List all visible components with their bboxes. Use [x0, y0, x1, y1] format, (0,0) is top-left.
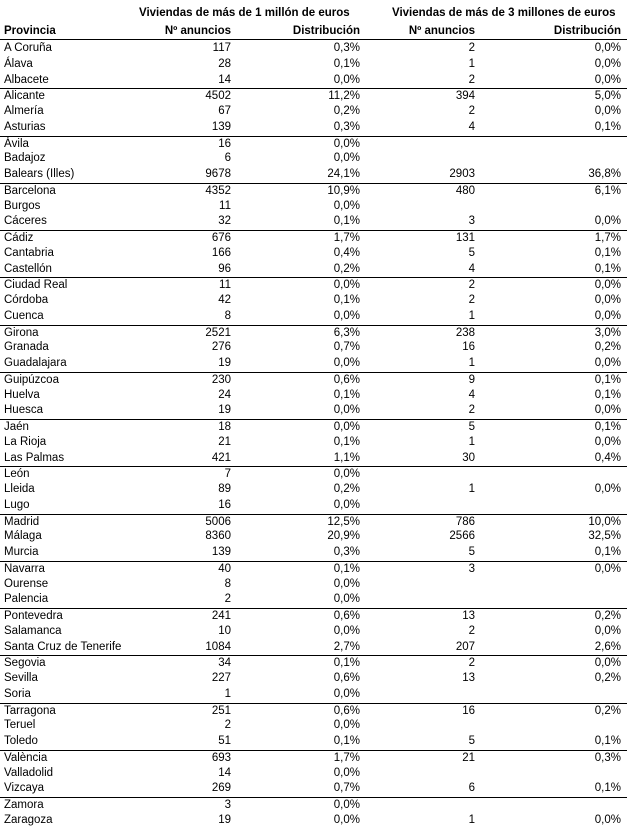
cell-anuncios-3m: 131 — [455, 232, 475, 244]
cell-anuncios-3m: 480 — [455, 184, 475, 197]
table-row — [0, 120, 627, 136]
cell-provincia: Vizcaya — [4, 782, 45, 795]
header-anuncios-1m: Nº anuncios — [164, 25, 231, 37]
cell-provincia: Lugo — [4, 498, 30, 511]
cell-anuncios-3m: 207 — [455, 640, 475, 653]
table-row — [0, 624, 627, 640]
cell-distribucion-3m: 0,0% — [594, 279, 621, 292]
cell-provincia: Alicante — [4, 90, 45, 103]
cell-anuncios-1m: 2 — [224, 719, 231, 732]
cell-provincia: Salamanca — [4, 624, 62, 637]
cell-anuncios-3m: 5 — [468, 735, 475, 747]
cell-anuncios-1m: 19 — [218, 357, 231, 369]
cell-distribucion-1m: 2,7% — [333, 640, 360, 653]
cell-anuncios-3m: 13 — [462, 672, 475, 684]
cell-provincia: Cuenca — [4, 309, 44, 322]
cell-distribucion-1m: 0,2% — [333, 105, 360, 117]
cell-anuncios-1m: 6 — [224, 152, 231, 165]
cell-anuncios-1m: 1084 — [205, 640, 231, 653]
table-row — [0, 766, 627, 782]
cell-anuncios-3m: 394 — [455, 90, 475, 103]
group-header-3m: Viviendas de más de 3 millones de euros — [392, 7, 616, 19]
cell-anuncios-1m: 19 — [218, 404, 231, 417]
cell-distribucion-1m: 0,1% — [333, 562, 360, 575]
cell-distribucion-3m: 0,1% — [594, 373, 621, 386]
cell-anuncios-3m: 6 — [468, 782, 475, 795]
cell-provincia: Girona — [4, 326, 39, 339]
cell-provincia: Cádiz — [4, 232, 34, 244]
cell-provincia: Jaén — [4, 421, 29, 433]
table-row — [0, 498, 627, 514]
table-row — [0, 136, 627, 152]
cell-provincia: Zaragoza — [4, 813, 53, 826]
table-row — [0, 577, 627, 593]
cell-anuncios-3m: 21 — [462, 751, 475, 764]
table-row — [0, 592, 627, 608]
cell-anuncios-3m: 1 — [468, 435, 475, 448]
cell-anuncios-1m: 2521 — [205, 326, 231, 339]
cell-distribucion-1m: 0,0% — [333, 421, 360, 433]
cell-anuncios-1m: 9678 — [205, 168, 231, 180]
cell-anuncios-1m: 40 — [218, 562, 231, 575]
table-row — [0, 262, 627, 278]
table-row — [0, 797, 627, 813]
cell-distribucion-1m: 0,0% — [333, 199, 360, 212]
cell-distribucion-1m: 20,9% — [327, 530, 360, 543]
table-body — [0, 41, 627, 829]
cell-anuncios-1m: 8 — [224, 309, 231, 322]
cell-provincia: Cáceres — [4, 215, 47, 228]
cell-distribucion-3m: 0,0% — [594, 435, 621, 448]
cell-distribucion-1m: 0,0% — [333, 624, 360, 637]
cell-distribucion-3m: 0,0% — [594, 404, 621, 417]
cell-anuncios-3m: 5 — [468, 421, 475, 433]
cell-anuncios-3m: 2 — [468, 42, 475, 54]
cell-anuncios-3m: 13 — [462, 610, 475, 622]
cell-distribucion-3m: 0,1% — [594, 735, 621, 747]
cell-anuncios-3m: 5 — [468, 546, 475, 558]
table-row — [0, 104, 627, 120]
table-row — [0, 419, 627, 435]
table-row — [0, 640, 627, 656]
cell-distribucion-1m: 1,7% — [333, 751, 360, 764]
cell-anuncios-3m: 16 — [462, 704, 475, 717]
cell-distribucion-1m: 0,0% — [333, 279, 360, 292]
cell-anuncios-1m: 11 — [219, 199, 231, 212]
cell-distribucion-3m: 0,2% — [594, 610, 621, 622]
cell-anuncios-3m: 2903 — [449, 168, 475, 180]
cell-anuncios-3m: 1 — [468, 309, 475, 322]
cell-distribucion-1m: 0,7% — [333, 341, 360, 354]
cell-anuncios-1m: 5006 — [205, 515, 231, 528]
cell-distribucion-1m: 0,1% — [333, 294, 360, 306]
cell-anuncios-1m: 693 — [211, 751, 231, 764]
cell-provincia: Valladolid — [4, 766, 54, 779]
cell-distribucion-3m: 0,0% — [594, 309, 621, 322]
table-row — [0, 687, 627, 703]
cell-distribucion-1m: 24,1% — [327, 168, 360, 180]
cell-provincia: Castellón — [4, 262, 52, 275]
cell-provincia: Ourense — [4, 577, 49, 590]
cell-provincia: Burgos — [4, 199, 41, 212]
cell-distribucion-1m: 0,7% — [333, 782, 360, 795]
cell-anuncios-3m: 1 — [468, 483, 475, 495]
cell-distribucion-3m: 0,3% — [594, 751, 621, 764]
cell-distribucion-1m: 0,1% — [333, 57, 360, 70]
table-row — [0, 372, 627, 388]
cell-anuncios-1m: 34 — [218, 657, 231, 670]
cell-distribucion-3m: 0,1% — [594, 782, 621, 795]
cell-anuncios-1m: 19 — [218, 813, 231, 826]
table-row — [0, 514, 627, 530]
cell-provincia: Zamora — [4, 799, 44, 811]
cell-provincia: Álava — [4, 57, 33, 70]
cell-provincia: Navarra — [4, 562, 45, 575]
cell-anuncios-1m: 8360 — [205, 530, 231, 543]
table-row — [0, 655, 627, 671]
cell-provincia: Asturias — [4, 120, 46, 133]
cell-anuncios-3m: 1 — [468, 57, 475, 70]
cell-distribucion-3m: 0,0% — [594, 294, 621, 306]
cell-provincia: Lleida — [4, 483, 35, 495]
cell-distribucion-3m: 0,1% — [594, 262, 621, 275]
cell-anuncios-1m: 14 — [218, 73, 231, 86]
cell-distribucion-1m: 0,4% — [333, 246, 360, 259]
cell-distribucion-3m: 0,4% — [594, 451, 621, 464]
table-row — [0, 57, 627, 73]
cell-anuncios-1m: 139 — [211, 546, 231, 558]
cell-distribucion-1m: 11,2% — [328, 90, 360, 103]
cell-provincia: Cantabria — [4, 246, 54, 259]
cell-provincia: Almería — [4, 105, 44, 117]
cell-anuncios-3m: 16 — [462, 341, 475, 354]
cell-distribucion-3m: 3,0% — [594, 326, 621, 339]
cell-distribucion-3m: 1,7% — [594, 232, 621, 244]
cell-distribucion-3m: 36,8% — [588, 168, 621, 180]
cell-provincia: Huesca — [4, 404, 43, 417]
cell-distribucion-3m: 0,0% — [594, 357, 621, 369]
cell-provincia: Santa Cruz de Tenerife — [4, 640, 122, 653]
cell-anuncios-3m: 9 — [468, 373, 475, 386]
cell-anuncios-1m: 230 — [211, 373, 231, 386]
cell-anuncios-3m: 30 — [462, 451, 475, 464]
cell-anuncios-1m: 67 — [218, 105, 231, 117]
cell-provincia: Madrid — [4, 515, 40, 528]
cell-provincia: Albacete — [4, 73, 49, 86]
table-row — [0, 277, 627, 293]
table-row — [0, 734, 627, 750]
table-row — [0, 309, 627, 325]
table-row — [0, 750, 627, 766]
cell-anuncios-1m: 676 — [211, 232, 231, 244]
cell-distribucion-1m: 0,0% — [333, 73, 360, 86]
cell-anuncios-1m: 89 — [218, 483, 231, 495]
cell-anuncios-1m: 276 — [211, 341, 231, 354]
cell-anuncios-1m: 24 — [218, 388, 231, 401]
cell-anuncios-3m: 1 — [468, 813, 475, 826]
cell-provincia: Badajoz — [4, 152, 46, 165]
table-row — [0, 388, 627, 404]
table-row — [0, 529, 627, 545]
cell-distribucion-1m: 0,0% — [333, 137, 360, 150]
cell-anuncios-3m: 3 — [468, 562, 475, 575]
cell-anuncios-1m: 96 — [218, 262, 231, 275]
cell-anuncios-3m: 3 — [468, 215, 475, 228]
cell-anuncios-3m: 2 — [468, 657, 475, 670]
cell-distribucion-1m: 1,1% — [333, 451, 360, 464]
cell-distribucion-1m: 0,1% — [333, 215, 360, 228]
group-header-1m: Viviendas de más de 1 millón de euros — [139, 7, 350, 19]
table-row — [0, 214, 627, 230]
cell-distribucion-3m: 0,0% — [594, 657, 621, 670]
cell-anuncios-3m: 2 — [468, 294, 475, 306]
cell-anuncios-3m: 4 — [468, 388, 475, 401]
cell-distribucion-3m: 0,0% — [594, 57, 621, 70]
table-row — [0, 466, 627, 482]
cell-distribucion-3m: 0,2% — [594, 341, 621, 354]
header-distribucion-3m: Distribución — [553, 25, 621, 37]
cell-distribucion-3m: 0,0% — [594, 42, 621, 54]
cell-provincia: Las Palmas — [4, 451, 65, 464]
cell-provincia: Tarragona — [4, 704, 56, 717]
cell-distribucion-1m: 0,3% — [333, 546, 360, 558]
cell-distribucion-3m: 0,1% — [594, 546, 621, 558]
cell-provincia: A Coruña — [4, 42, 52, 54]
cell-distribucion-1m: 10,9% — [327, 184, 360, 197]
cell-anuncios-1m: 139 — [211, 120, 231, 133]
table-row — [0, 451, 627, 467]
table-row — [0, 718, 627, 734]
cell-anuncios-1m: 4502 — [205, 90, 231, 103]
cell-distribucion-1m: 0,3% — [333, 42, 360, 54]
cell-provincia: Toledo — [4, 735, 38, 747]
cell-provincia: Granada — [4, 341, 49, 354]
cell-distribucion-1m: 0,6% — [333, 704, 360, 717]
cell-distribucion-3m: 0,1% — [594, 388, 621, 401]
cell-anuncios-1m: 117 — [212, 42, 231, 54]
cell-anuncios-3m: 2 — [468, 105, 475, 117]
table-row — [0, 151, 627, 167]
cell-distribucion-1m: 0,3% — [333, 120, 360, 133]
table-row — [0, 435, 627, 451]
cell-distribucion-3m: 2,6% — [594, 640, 621, 653]
column-header-row — [0, 24, 627, 40]
cell-provincia: Segovia — [4, 657, 46, 670]
cell-anuncios-1m: 3 — [224, 799, 231, 811]
cell-anuncios-3m: 2 — [468, 404, 475, 417]
cell-anuncios-1m: 32 — [218, 215, 231, 228]
cell-distribucion-1m: 0,0% — [333, 766, 360, 779]
table-row — [0, 781, 627, 797]
cell-anuncios-1m: 1 — [224, 687, 231, 700]
cell-distribucion-1m: 0,1% — [333, 657, 360, 670]
header-provincia: Provincia — [4, 25, 56, 37]
cell-anuncios-3m: 1 — [468, 357, 475, 369]
cell-distribucion-1m: 0,0% — [333, 593, 360, 606]
cell-distribucion-1m: 1,7% — [333, 232, 360, 244]
cell-provincia: Barcelona — [4, 184, 56, 197]
cell-anuncios-3m: 2 — [468, 279, 475, 292]
cell-provincia: La Rioja — [4, 435, 47, 448]
cell-distribucion-1m: 0,0% — [333, 799, 360, 811]
cell-provincia: Sevilla — [4, 672, 38, 684]
cell-anuncios-1m: 16 — [218, 137, 231, 150]
table-row — [0, 41, 627, 57]
cell-distribucion-1m: 0,0% — [333, 498, 360, 511]
table-row — [0, 608, 627, 624]
cell-provincia: Pontevedra — [4, 610, 63, 622]
cell-anuncios-1m: 8 — [224, 577, 231, 590]
table-row — [0, 703, 627, 719]
table-row — [0, 167, 627, 183]
cell-distribucion-1m: 0,6% — [333, 610, 360, 622]
cell-provincia: Ciudad Real — [4, 279, 68, 292]
table-row — [0, 88, 627, 104]
cell-anuncios-1m: 241 — [211, 610, 231, 622]
cell-anuncios-1m: 42 — [218, 294, 231, 306]
cell-anuncios-1m: 28 — [218, 57, 231, 70]
cell-distribucion-1m: 0,0% — [333, 577, 360, 590]
table-row — [0, 340, 627, 356]
cell-provincia: Guipúzcoa — [4, 373, 59, 386]
cell-anuncios-1m: 16 — [218, 498, 231, 511]
cell-anuncios-1m: 166 — [211, 246, 231, 259]
cell-anuncios-1m: 251 — [211, 704, 231, 717]
table-row — [0, 325, 627, 341]
cell-provincia: Balears (Illes) — [4, 168, 75, 180]
cell-distribucion-3m: 0,1% — [594, 120, 621, 133]
header-anuncios-3m: Nº anuncios — [408, 25, 475, 37]
cell-anuncios-1m: 269 — [211, 782, 231, 795]
cell-distribucion-1m: 6,3% — [333, 326, 360, 339]
cell-distribucion-1m: 0,0% — [333, 719, 360, 732]
cell-distribucion-3m: 10,0% — [588, 515, 621, 528]
cell-distribucion-3m: 0,1% — [594, 246, 621, 259]
table-row — [0, 403, 627, 419]
cell-anuncios-1m: 10 — [218, 624, 231, 637]
cell-distribucion-1m: 0,0% — [333, 404, 360, 417]
cell-distribucion-3m: 0,2% — [594, 672, 621, 684]
cell-anuncios-3m: 2 — [468, 73, 475, 86]
cell-anuncios-1m: 227 — [211, 672, 231, 684]
cell-distribucion-3m: 0,2% — [594, 704, 621, 717]
cell-provincia: Teruel — [4, 719, 36, 732]
cell-anuncios-1m: 4352 — [205, 184, 231, 197]
cell-distribucion-1m: 0,0% — [333, 813, 360, 826]
cell-distribucion-3m: 32,5% — [588, 530, 621, 543]
cell-anuncios-1m: 7 — [224, 468, 231, 481]
cell-anuncios-1m: 2 — [224, 593, 231, 606]
cell-provincia: León — [4, 468, 30, 481]
cell-anuncios-3m: 2566 — [449, 530, 475, 543]
cell-anuncios-3m: 4 — [468, 262, 475, 275]
cell-anuncios-3m: 2 — [468, 624, 475, 637]
table-row — [0, 199, 627, 215]
header-distribucion-1m: Distribución — [292, 25, 360, 37]
table-row — [0, 246, 627, 262]
cell-provincia: Málaga — [4, 530, 42, 543]
cell-anuncios-1m: 21 — [218, 435, 231, 448]
cell-distribucion-3m: 0,0% — [594, 215, 621, 228]
table-row — [0, 561, 627, 577]
cell-provincia: Córdoba — [4, 294, 49, 306]
cell-distribucion-3m: 0,0% — [594, 624, 621, 637]
cell-distribucion-1m: 0,0% — [333, 309, 360, 322]
cell-provincia: Murcia — [4, 546, 39, 558]
cell-distribucion-3m: 0,0% — [594, 813, 621, 826]
cell-distribucion-1m: 12,5% — [327, 515, 360, 528]
cell-anuncios-1m: 18 — [218, 421, 231, 433]
cell-provincia: Soria — [4, 687, 31, 700]
cell-distribucion-1m: 0,0% — [333, 357, 360, 369]
cell-distribucion-1m: 0,1% — [333, 388, 360, 401]
cell-distribucion-3m: 0,1% — [594, 421, 621, 433]
table-row — [0, 813, 627, 829]
cell-provincia: Huelva — [4, 388, 40, 401]
cell-distribucion-3m: 0,0% — [594, 483, 621, 495]
cell-provincia: València — [4, 751, 48, 764]
table-row — [0, 671, 627, 687]
table-row — [0, 356, 627, 372]
cell-distribucion-1m: 0,0% — [333, 687, 360, 700]
cell-distribucion-1m: 0,0% — [333, 468, 360, 481]
table-row — [0, 73, 627, 89]
cell-distribucion-3m: 0,0% — [594, 73, 621, 86]
cell-distribucion-3m: 0,0% — [594, 105, 621, 117]
cell-anuncios-1m: 51 — [218, 735, 231, 747]
cell-anuncios-3m: 786 — [455, 515, 475, 528]
cell-distribucion-1m: 0,1% — [333, 435, 360, 448]
cell-distribucion-1m: 0,2% — [333, 262, 360, 275]
cell-anuncios-1m: 14 — [218, 766, 231, 779]
cell-distribucion-1m: 0,6% — [333, 373, 360, 386]
cell-provincia: Ávila — [4, 137, 29, 150]
cell-anuncios-3m: 5 — [468, 246, 475, 259]
cell-anuncios-3m: 238 — [455, 326, 475, 339]
cell-anuncios-3m: 4 — [468, 120, 475, 133]
table-row — [0, 482, 627, 498]
cell-distribucion-1m: 0,1% — [333, 735, 360, 747]
cell-distribucion-3m: 5,0% — [594, 90, 621, 103]
cell-distribucion-1m: 0,0% — [333, 152, 360, 165]
table-row — [0, 545, 627, 561]
table-row — [0, 230, 627, 246]
cell-provincia: Palencia — [4, 593, 49, 606]
table-row — [0, 183, 627, 199]
cell-provincia: Guadalajara — [4, 357, 67, 369]
cell-distribucion-3m: 6,1% — [594, 184, 621, 197]
cell-anuncios-1m: 11 — [219, 279, 231, 292]
table-row — [0, 293, 627, 309]
cell-distribucion-1m: 0,2% — [333, 483, 360, 495]
cell-anuncios-1m: 421 — [211, 451, 231, 464]
cell-distribucion-1m: 0,6% — [333, 672, 360, 684]
cell-distribucion-3m: 0,0% — [594, 562, 621, 575]
